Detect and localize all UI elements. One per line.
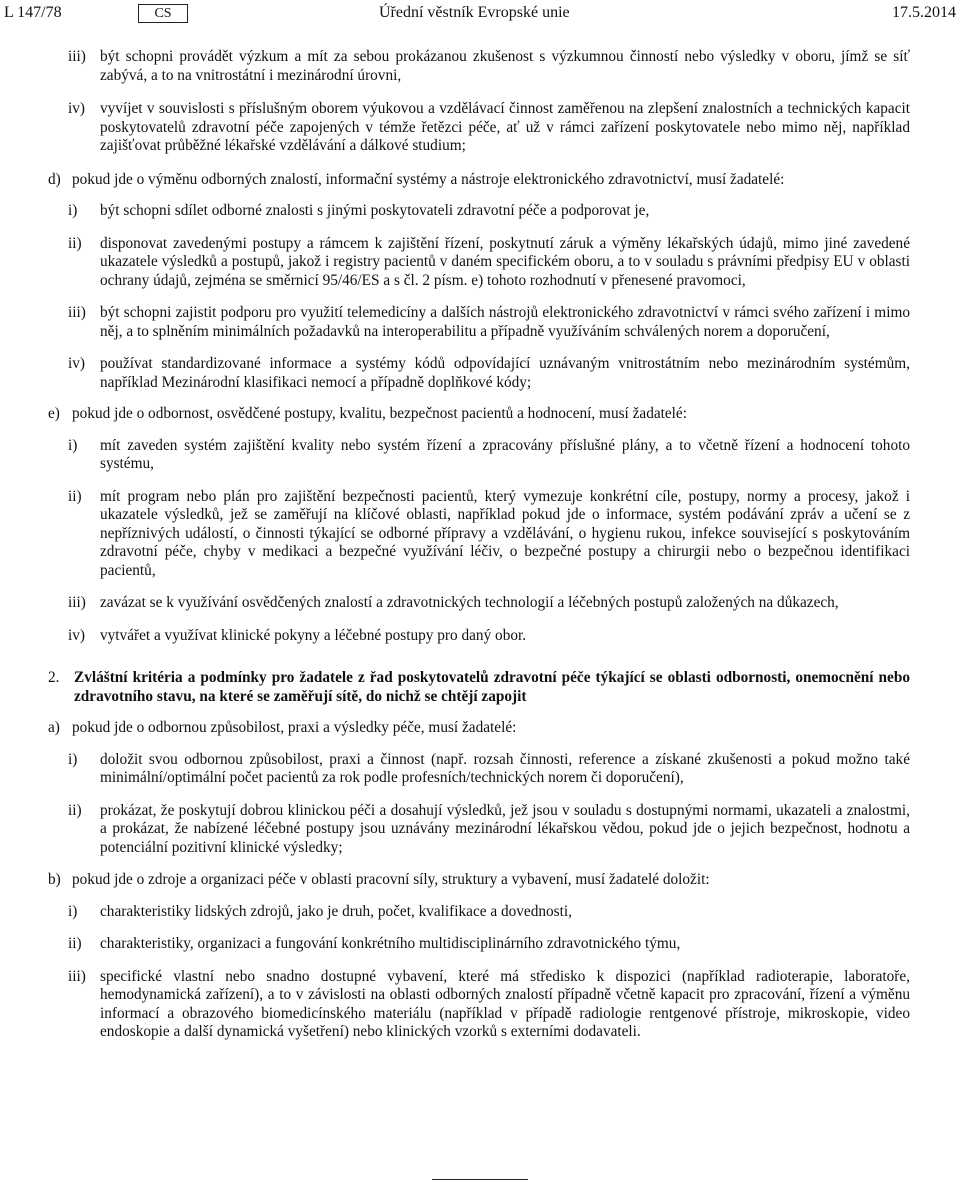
journal-title: Úřední věstník Evropské unie (379, 4, 570, 21)
item-label: e) (48, 405, 60, 422)
page-header (4, 2, 956, 24)
item-text: mít program nebo plán pro zajištění bezpečnosti pacientů, který vymezuje konkrétní cíle, postupy, normy a procesy, jakož i ukazatele výsledků, jež se zaměřují na klíčové oblasti, například pokud jde o informace, systém podávání zpráv a učení se z nepříznivých událostí, o činnosti týkající se odborné přípravy a vzdělávání, o hygienu rukou, infekce související s poskytováním zdravotní péče, chyby v medikaci a bezpečné využívání léčiv, o bezpečné postupy a chirurgii nebo o bezpečnou identifikaci pacientů, (100, 487, 910, 579)
item-text: používat standardizované informace a systémy kódů odpovídající uznávaným vnitrostátním nebo mezinárodním systémům, například Mezinárodní klasifikaci nemocí a případně doplňkové kódy; (100, 355, 910, 391)
item-text: charakteristiky, organizaci a fungování konkrétního multidisciplinárního zdravotnického týmu, (100, 935, 681, 952)
item-label: a) (48, 719, 60, 736)
item-label: i) (68, 902, 78, 920)
item-label: i) (68, 202, 78, 219)
item-text: být schopni sdílet odborné znalosti s jinými poskytovateli zdravotní péče a podporovat je, (100, 202, 650, 219)
item-label: ii) (68, 234, 82, 252)
item-text: vytvářet a využívat klinické pokyny a léčebné postupy pro daný obor. (100, 626, 527, 644)
item-text: mít zaveden systém zajištění kvality nebo systém řízení a zpracovány příslušné plány, a to včetně řízení a hodnocení tohoto systému, (100, 436, 910, 472)
item-text: pokud jde o výměnu odborných znalostí, informační systémy a nástroje elektronického zdravotnictví, musí žadatelé: (72, 170, 785, 188)
item-text: doložit svou odbornou způsobilost, praxi a činnost (např. rozsah činnosti, reference a získané zkušenosti a pokud možno také minimální/optimální počet pacientů za rok podle profesních/technických norem či doporučení), (100, 750, 910, 786)
item-text: pokud jde o odbornou způsobilost, praxi a výsledky péče, musí žadatelé: (72, 719, 517, 736)
list-item (48, 48, 910, 85)
list-item (48, 903, 910, 922)
list-item (48, 871, 910, 890)
item-label: ii) (68, 935, 82, 952)
page-number: L 147/78 (4, 4, 62, 21)
item-label: iv) (68, 355, 85, 372)
item-label: iii) (68, 594, 86, 611)
list-item (48, 751, 910, 788)
list-item (48, 100, 910, 156)
section-title: Zvláštní kritéria a podmínky pro žadatele z řad poskytovatelů zdravotní péče týkající se oblasti odbornosti, onemocnění nebo zdravotního stavu, na které se zaměřují sítě, do nichž se chtějí zapojit (74, 669, 910, 705)
item-label: iii) (68, 48, 86, 65)
list-item (48, 405, 910, 424)
item-text: prokázat, že poskytují dobrou klinickou péči a dosahují výsledků, jež jsou v souladu s dostupnými normami, ukazateli a znalostmi, a prokázat, že nabízené léčebné postupy jsou uznávány mezinárodní lékařskou vědou, pokud jde o jejich bezpečnost, hodnotu a potenciální pozitivní klinické výsledky; (100, 801, 910, 856)
item-label: iii) (68, 967, 86, 985)
list-item (48, 594, 910, 613)
item-text: být schopni provádět výzkum a mít za sebou prokázanou zkušenost s výzkumnou činností nebo výsledky v oboru, jímž se síť zabývá, a to na vnitrostátní i mezinárodní úrovni, (100, 48, 910, 84)
list-item (48, 488, 910, 581)
publication-date: 17.5.2014 (892, 4, 956, 21)
item-label: iii) (68, 304, 86, 321)
list-item (48, 235, 910, 291)
item-label: b) (48, 871, 61, 888)
item-text: pokud jde o zdroje a organizaci péče v oblasti pracovní síly, struktury a vybavení, musí žadatelé doložit: (72, 871, 710, 888)
list-item (48, 355, 910, 392)
item-label: d) (48, 170, 61, 188)
item-text: charakteristiky lidských zdrojů, jako je druh, počet, kvalifikace a dovednosti, (100, 902, 572, 920)
item-text: pokud jde o odbornost, osvědčené postupy, kvalitu, bezpečnost pacientů a hodnocení, musí žadatelé: (72, 405, 687, 422)
section-heading (48, 669, 910, 706)
item-label: iv) (68, 626, 85, 644)
item-text: být schopni zajistit podporu pro využití telemedicíny a dalších nástrojů elektronického zdravotnictví v rámci svého zařízení i mimo něj, a to splněním minimálních požadavků na interoperabilitu a případně využíváním schválených norem a doporučení, (100, 304, 910, 340)
item-text: specifické vlastní nebo snadno dostupné vybavení, které má středisko k dispozici (například radioterapie, laboratoře, hemodynamická zařízení), a to v závislosti na oblasti odborných znalostí případně včetně kapacit pro zpracování, řízení a výměnu informací a obrazového biomedicínského materiálu (například v případě radiologie rentgenové přístroje, mikroskopie, video endoskopie a další dynamická vyšetření) nebo klinických vzorků s externími dodavateli. (100, 967, 910, 1040)
item-label: ii) (68, 801, 82, 819)
list-item (48, 304, 910, 341)
item-text: zavázat se k využívání osvědčených znalostí a zdravotnických technologií a léčebných postupů založených na důkazech, (100, 594, 839, 611)
item-label: i) (68, 750, 78, 768)
list-item (48, 627, 910, 646)
section-number: 2. (48, 669, 60, 686)
document-body (48, 48, 910, 1042)
list-item (48, 968, 910, 1042)
language-badge: CS (138, 4, 188, 23)
list-item (48, 437, 910, 474)
item-label: iv) (68, 100, 85, 117)
item-text: vyvíjet v souvislosti s příslušným oborem výukovou a vzdělávací činnost zaměřenou na zlepšení znalostních a technických kapacit poskytovatelů zdravotní péče zapojených v témže řetězci péče, ať už v rámci zařízení poskytovatele nebo mimo něj, například zajišťovat průběžné lékařské vzdělávání a dálkové studium; (100, 100, 910, 154)
list-item (48, 202, 910, 221)
footer-divider (432, 1179, 528, 1180)
list-item (48, 935, 910, 954)
list-item (48, 719, 910, 738)
item-label: ii) (68, 487, 82, 505)
list-item (48, 171, 910, 190)
item-text: disponovat zavedenými postupy a rámcem k zajištění řízení, poskytnutí záruk a výměny lékařských údajů, mimo jiné zavedené ukazatele výsledků a postupů, jakož i registry pacientů v daném specifickém oboru, a to v souladu s právními předpisy EU v oblasti ochrany údajů, zejména se směrnicí 95/46/ES a s čl. 2 písm. e) tohoto rozhodnutí v přenesené pravomoci, (100, 234, 910, 289)
item-label: i) (68, 436, 78, 454)
list-item (48, 802, 910, 858)
